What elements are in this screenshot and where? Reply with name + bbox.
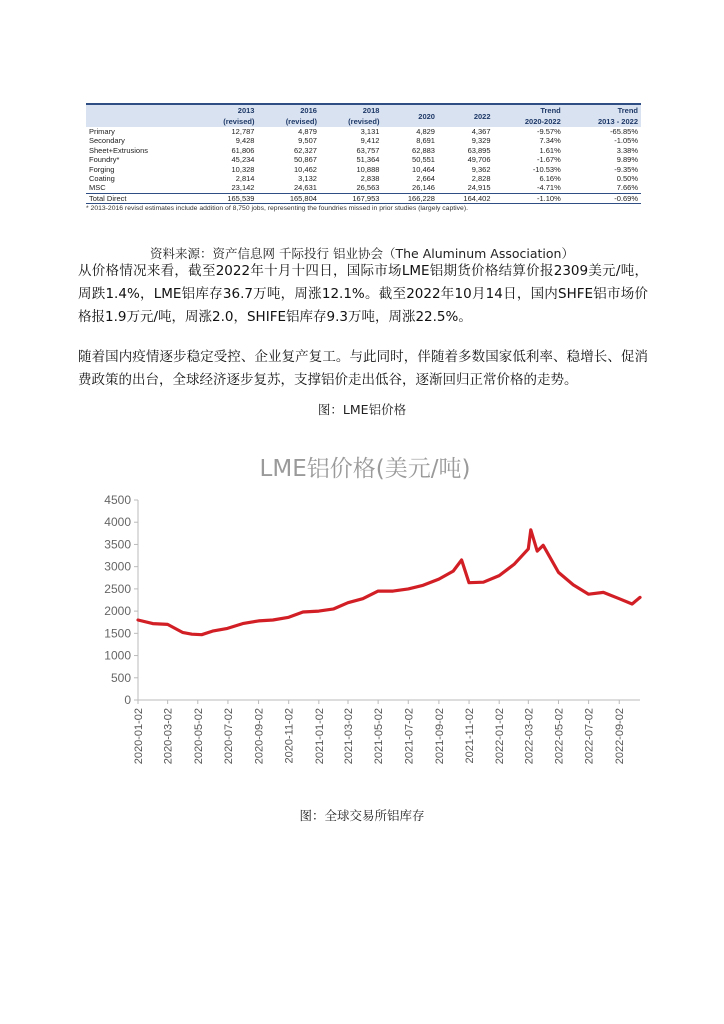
table-cell: 9,362 (471, 164, 491, 174)
table-cell: 9.89% (616, 155, 638, 165)
table-cell: 0.50% (616, 174, 638, 184)
header-cell: (revised) (195, 116, 257, 127)
table-cell: 63,895 (467, 145, 491, 155)
table-cell: 164,402 (438, 193, 494, 203)
table-cell: 166,228 (382, 193, 438, 203)
y-tick-label: 2000 (104, 604, 131, 619)
series-line-lme-price (138, 530, 640, 635)
chart-title: LME铝价格(美元/吨) (259, 456, 471, 482)
header-cell: 2013 - 2022 (564, 116, 641, 127)
figure-caption-exchange-inventory: 图：全球交易所铝库存 (299, 808, 425, 823)
table-cell: -4.71% (536, 183, 561, 193)
y-tick-label: 500 (110, 670, 131, 685)
table-cell: 26,563 (356, 183, 380, 193)
table-cell: Sheet+Extrusions (89, 145, 148, 155)
table-footnote: * 2013-2016 revisd estimates include addition of 8,750 jobs, representing the foundries missed in prior studies (largely captive). (86, 205, 468, 213)
header-cell: Trend (494, 104, 564, 116)
y-tick-label: 3000 (104, 559, 131, 574)
table-row (86, 183, 641, 193)
table-cell: 24,915 (467, 183, 491, 193)
x-tick-label: 2020-07-02 (222, 708, 235, 765)
table-cell: 4,879 (298, 127, 317, 136)
table-cell: 9,412 (360, 136, 380, 146)
x-tick-label: 2020-11-02 (283, 708, 296, 764)
table-cell: 62,327 (294, 145, 317, 155)
table-cell: 9,428 (235, 136, 255, 146)
table-cell: -1.05% (614, 136, 638, 146)
table-cell: -10.53% (532, 164, 561, 174)
y-tick-label: 4000 (104, 515, 131, 530)
paragraph-recovery: 随着国内疫情逐步稳定受控、企业复产复工。与此同时，伴随着多数国家低利率、稳增长、促消费政策的出台，全球经济逐步复苏，支撑铝价走出低谷，逐渐回归正常价格的走势。 (78, 349, 648, 388)
table-cell: 165,804 (257, 193, 319, 203)
x-tick-label: 2022-01-02 (494, 708, 507, 765)
table-cell: 45,234 (231, 155, 255, 165)
header-cell: 2016 (257, 104, 319, 116)
table-cell: -0.69% (564, 193, 641, 203)
header-cell: (revised) (257, 116, 319, 127)
x-tick-label: 2020-05-02 (192, 708, 205, 765)
table-cell: 3,131 (360, 127, 380, 136)
lme-price-chart (80, 440, 650, 800)
header-cell: 2020 (382, 104, 438, 127)
x-tick-label: 2020-09-02 (253, 708, 266, 765)
table-row (86, 136, 641, 145)
table-cell: 24,631 (294, 183, 317, 193)
table-cell: 50,867 (294, 155, 317, 165)
y-tick-label: 2500 (104, 581, 131, 596)
table-cell: MSC (89, 183, 106, 193)
table-cell: -1.67% (536, 155, 561, 165)
table-cell: 10,462 (294, 164, 317, 174)
table-row (86, 155, 641, 164)
table-cell: 2,828 (471, 174, 491, 184)
table-cell: 167,953 (320, 193, 382, 203)
table-cell: -1.10% (494, 193, 564, 203)
y-tick-label: 4500 (104, 493, 131, 507)
x-tick-label: 2021-09-02 (433, 708, 446, 765)
x-tick-label: 2021-01-02 (313, 708, 326, 765)
table-cell: 62,883 (412, 145, 435, 155)
table-cell: Primary (89, 127, 115, 136)
table-cell: Foundry* (89, 155, 120, 165)
y-tick-label: 0 (124, 693, 131, 707)
x-tick-label: 2022-07-02 (583, 708, 596, 765)
table-row (86, 127, 641, 136)
table-cell: 10,888 (356, 164, 380, 174)
table-cell: 9,329 (471, 136, 491, 146)
table-cell: 49,706 (467, 155, 491, 165)
table-header-row (86, 104, 641, 116)
table-cell: 10,464 (412, 164, 435, 174)
table-cell: 23,142 (231, 183, 255, 193)
paragraph-price-overview: 从价格情况来看，截至2022年十月十四日，国际市场LME铝期货价格结算价报2309美元/吨，周跌1.4%，LME铝库存36.7万吨，周涨12.1%。截至2022年10月14日，国内SHFE铝市场价格报1.9万元/吨，周涨2.0，SHIFE铝库存9.3万吨，周涨22.5%。 (78, 263, 648, 325)
table-cell: 12,787 (231, 127, 255, 136)
x-tick-label: 2021-07-02 (403, 708, 416, 765)
table-cell: 2,814 (235, 174, 255, 184)
x-tick-label: 2020-01-02 (133, 708, 145, 765)
table-cell: 3.38% (616, 145, 638, 155)
header-cell: Trend (564, 104, 641, 116)
x-tick-label: 2021-11-02 (464, 708, 477, 764)
table-cell: Forging (89, 164, 115, 174)
header-cell: 2018 (320, 104, 382, 116)
header-cell (86, 104, 195, 116)
table-cell: 50,551 (412, 155, 435, 165)
table-cell: 6.16% (539, 174, 561, 184)
x-tick-label: 2021-03-02 (342, 708, 355, 765)
table-cell: -65.85% (610, 127, 638, 136)
table-cell: Coating (89, 174, 115, 184)
table-cell: 2,838 (360, 174, 380, 184)
table-row (86, 174, 641, 183)
table-cell: 4,367 (471, 127, 491, 136)
table-cell: 165,539 (195, 193, 257, 203)
table-cell: 7.34% (539, 136, 561, 146)
table-cell: 61,806 (231, 145, 255, 155)
x-tick-label: 2021-05-02 (373, 708, 386, 765)
table-cell: 2,664 (416, 174, 435, 184)
y-tick-label: 1000 (104, 648, 131, 663)
aluminum-jobs-table (86, 103, 641, 204)
header-cell (86, 116, 195, 127)
aluminum-jobs-table-section (86, 103, 641, 212)
table-cell: 9,507 (298, 136, 317, 146)
x-tick-label: 2022-03-02 (523, 708, 536, 765)
table-cell: 63,757 (356, 145, 380, 155)
y-tick-label: 1500 (104, 626, 131, 641)
x-tick-label: 2022-05-02 (553, 708, 566, 765)
table-cell: Secondary (89, 136, 125, 146)
table-cell: Total Direct (86, 193, 195, 203)
source-caption: 资料来源：资产信息网 千际投行 铝业协会（The Aluminum Association） (150, 246, 574, 261)
table-cell: 3,132 (298, 174, 317, 184)
header-cell: 2013 (195, 104, 257, 116)
table-cell: 8,691 (416, 136, 435, 146)
y-tick-label: 3500 (104, 537, 131, 552)
table-cell: 51,364 (356, 155, 380, 165)
table-row (86, 146, 641, 155)
table-total-row (86, 193, 641, 203)
table-cell: 10,328 (231, 164, 255, 174)
table-row (86, 165, 641, 174)
lme-price-chart-svg (80, 440, 650, 800)
table-cell: -9.57% (536, 127, 561, 136)
table-cell: 7.66% (616, 183, 638, 193)
header-cell: 2020-2022 (494, 116, 564, 127)
table-cell: -9.35% (614, 164, 638, 174)
table-cell: 4,829 (416, 127, 435, 136)
header-cell: (revised) (320, 116, 382, 127)
x-tick-label: 2020-03-02 (162, 708, 175, 765)
table-cell: 26,146 (412, 183, 435, 193)
table-cell: 1.61% (539, 145, 561, 155)
header-cell: 2022 (438, 104, 494, 127)
x-tick-label: 2022-09-02 (614, 708, 627, 765)
figure-caption-lme-price: 图：LME铝价格 (317, 402, 407, 417)
table-header-row (86, 116, 641, 127)
